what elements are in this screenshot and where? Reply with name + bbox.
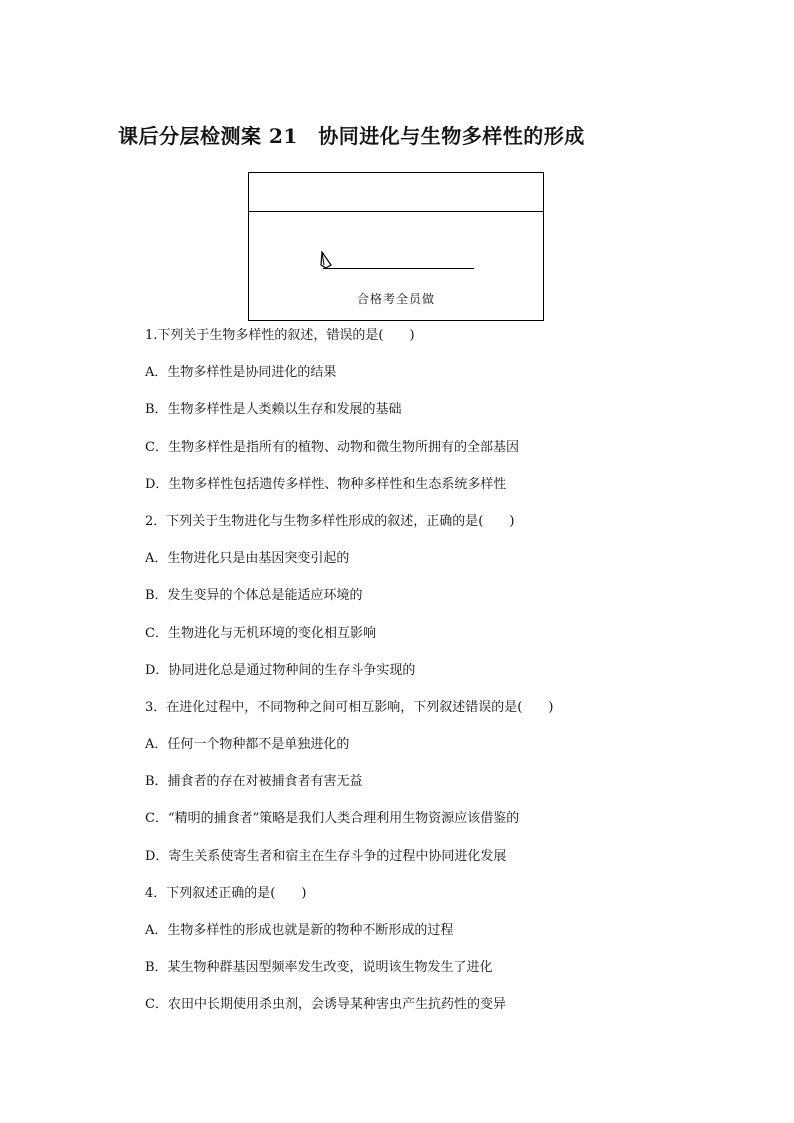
pen-icon [320,251,334,269]
box-divider [249,211,543,212]
question-option: D．生物多样性包括遗传多样性、物种多样性和生态系统多样性 [145,476,507,492]
name-underline [323,268,474,269]
question-stem: 3．在进化过程中，不同物种之间可相互影响，下列叙述错误的是( ) [145,699,554,715]
page-title: 课后分层检测案 21 协同进化与生物多样性的形成 [118,124,585,148]
question-option: A．生物多样性的形成也就是新的物种不断形成的过程 [145,923,454,938]
question-option: A．任何一个物种都不是单独进化的 [145,737,350,753]
question-stem: 1.下列关于生物多样性的叙述，错误的是( ) [145,328,415,343]
question-option: B．捕食者的存在对被捕食者有害无益 [145,774,363,790]
question-option: B．生物多样性是人类赖以生存和发展的基础 [145,402,402,418]
question-stem: 4．下列叙述正确的是( ) [145,885,307,901]
question-option: C．生物多样性是指所有的植物、动物和微生物所拥有的全部基因 [145,439,519,455]
question-option: B．发生变异的个体总是能适应环境的 [145,588,363,604]
question-list [145,326,705,1033]
header-box [248,172,544,321]
question-option: A．生物多样性是协同进化的结果 [145,365,337,381]
question-option: D．寄生关系使寄生者和宿主在生存斗争的过程中协同进化发展 [145,848,507,864]
question-option: B．某生物种群基因型频率发生改变，说明该生物发生了进化 [145,960,493,976]
question-option: D．协同进化总是通过物种间的生存斗争实现的 [145,662,416,678]
question-stem: 2．下列关于生物进化与生物多样性形成的叙述，正确的是( ) [145,513,515,529]
question-option: A．生物进化只是由基因突变引起的 [145,551,350,567]
question-option: C．“精明的捕食者”策略是我们人类合理利用生物资源应该借鉴的 [145,811,520,827]
question-option: C．农田中长期使用杀虫剂，会诱导某种害虫产生抗药性的变异 [145,997,506,1013]
box-caption: 合格考全员做 [356,292,435,306]
question-option: C．生物进化与无机环境的变化相互影响 [145,625,376,641]
